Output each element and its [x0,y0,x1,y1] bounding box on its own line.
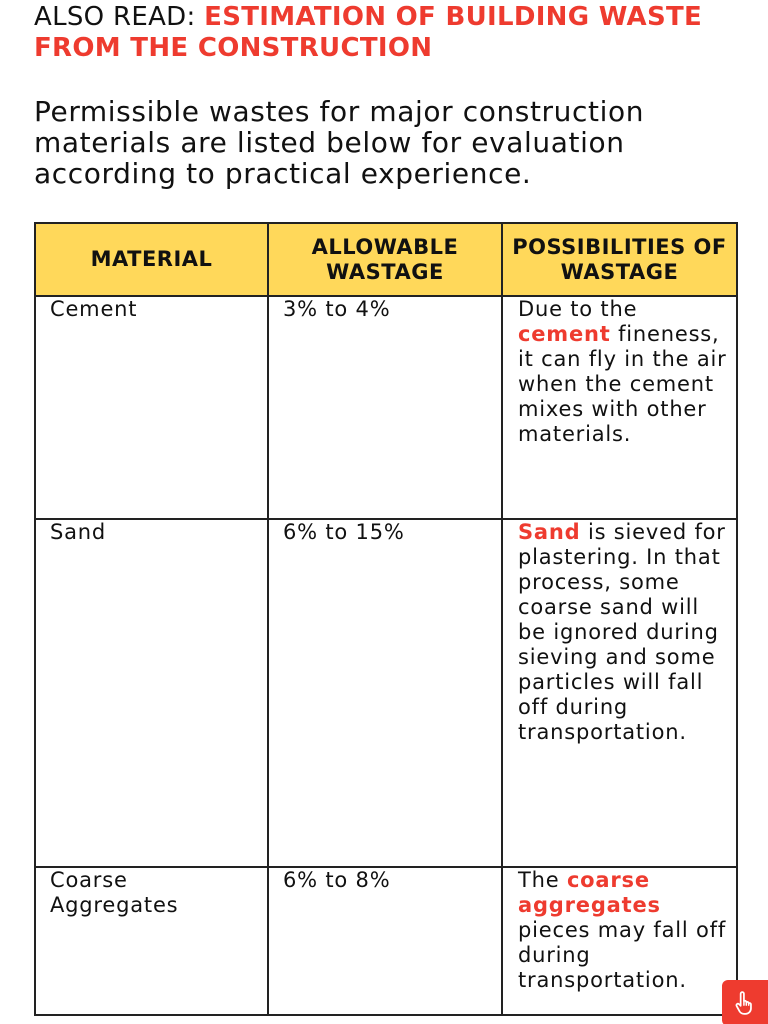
table-row [35,519,737,867]
also-read-prefix: ALSO READ: [34,2,205,32]
desc-text: Due to the [518,297,638,321]
also-read-link[interactable]: ESTIMATION OF BUILDING WASTE FROM THE CONSTRUCTION [34,2,703,63]
material-cell: Cement [35,296,268,519]
desc-text: fineness, it can fly in the air when the cement mixes with other materials. [518,322,727,446]
material-cell: Coarse Aggregates [35,867,268,1015]
header-material: MATERIAL [35,223,268,296]
description-cell [502,867,737,1015]
header-possibilities-of-wastage: POSSIBILITIES OF WASTAGE [502,223,737,296]
wastage-table [34,222,738,1016]
desc-text: The [518,868,567,892]
table-header-row [35,223,737,296]
desc-text: is sieved for plastering. In that process, some coarse sand will be ignored during sieving and some particles will fall off during transportation. [518,520,726,744]
material-cell: Sand [35,519,268,867]
header-allowable-wastage: ALLOWABLE WASTAGE [268,223,502,296]
allowable-cell: 3% to 4% [268,296,502,519]
intro-paragraph: Permissible wastes for major construction materials are listed below for evaluation according to practical experience. [34,95,645,190]
table-row [35,296,737,519]
description-cell [502,519,737,867]
desc-highlight-link[interactable]: Sand [518,520,581,544]
allowable-cell: 6% to 15% [268,519,502,867]
desc-highlight-link[interactable]: coarse aggregates [518,868,661,917]
floating-action-button[interactable] [722,980,768,1024]
allowable-cell: 6% to 8% [268,867,502,1015]
desc-highlight-link[interactable]: cement [518,322,611,346]
table-row [35,867,737,1015]
desc-text: pieces may fall off during transportation. [518,918,727,992]
hand-pointer-icon [732,990,758,1016]
description-cell [502,296,737,519]
also-read-line [34,2,754,64]
